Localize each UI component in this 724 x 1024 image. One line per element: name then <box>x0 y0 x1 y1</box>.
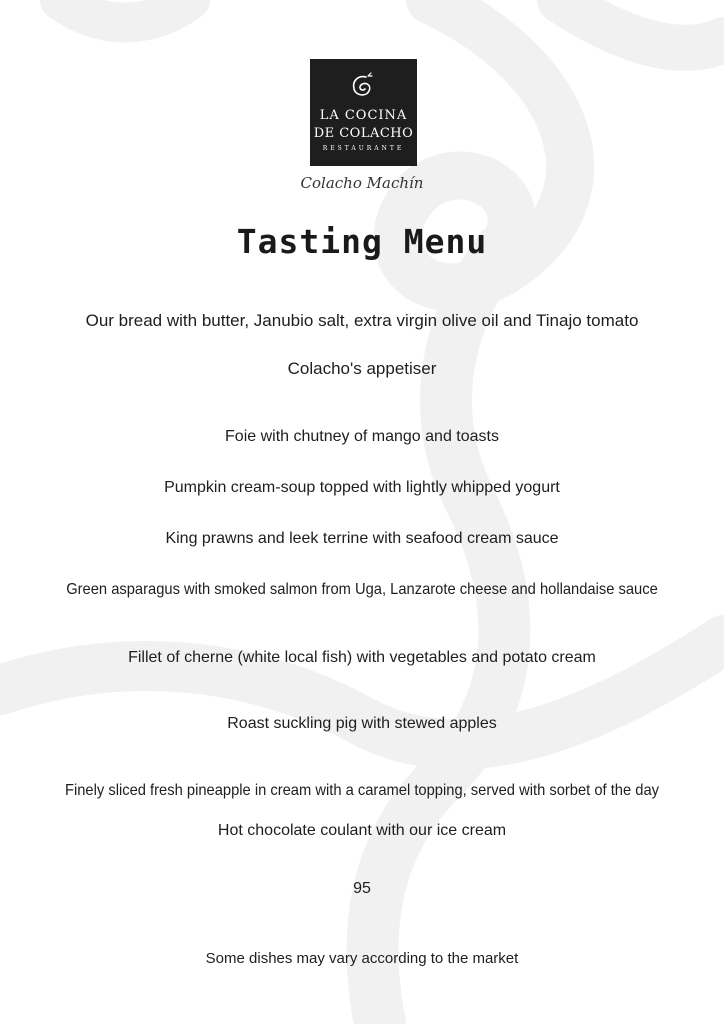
dish-item: Colacho's appetiser <box>287 359 437 378</box>
dish-item: Pumpkin cream-soup topped with lightly whipped yogurt <box>164 479 560 496</box>
menu-title: Tasting Menu <box>236 222 488 261</box>
dish-item: Fillet of cherne (white local fish) with vegetables and potato cream <box>128 649 596 666</box>
dish-item: Roast suckling pig with stewed apples <box>227 715 497 732</box>
dish-item: Finely sliced fresh pineapple in cream with a caramel topping, served with sorbet of the day <box>64 782 660 799</box>
market-note: Some dishes may vary according to the market <box>205 950 519 967</box>
restaurant-logo <box>310 59 417 166</box>
logo-text-line3: RESTAURANTE <box>322 145 405 152</box>
dish-item: Our bread with butter, Janubio salt, extra virgin olive oil and Tinajo tomato <box>85 311 639 330</box>
dish-item: Hot chocolate coulant with our ice cream <box>217 822 507 839</box>
logo-text-line2: DE COLACHO <box>313 126 414 141</box>
dish-item: Foie with chutney of mango and toasts <box>225 428 499 445</box>
menu-price: 95 <box>353 880 371 897</box>
snail-swirl-icon <box>346 71 378 103</box>
chef-signature: Colacho Machín <box>300 174 424 192</box>
logo-text-line1: LA COCINA <box>319 108 408 123</box>
dish-item: Green asparagus with smoked salmon from Uga, Lanzarote cheese and hollandaise sauce <box>66 581 658 598</box>
dish-item: King prawns and leek terrine with seafood cream sauce <box>165 530 559 547</box>
